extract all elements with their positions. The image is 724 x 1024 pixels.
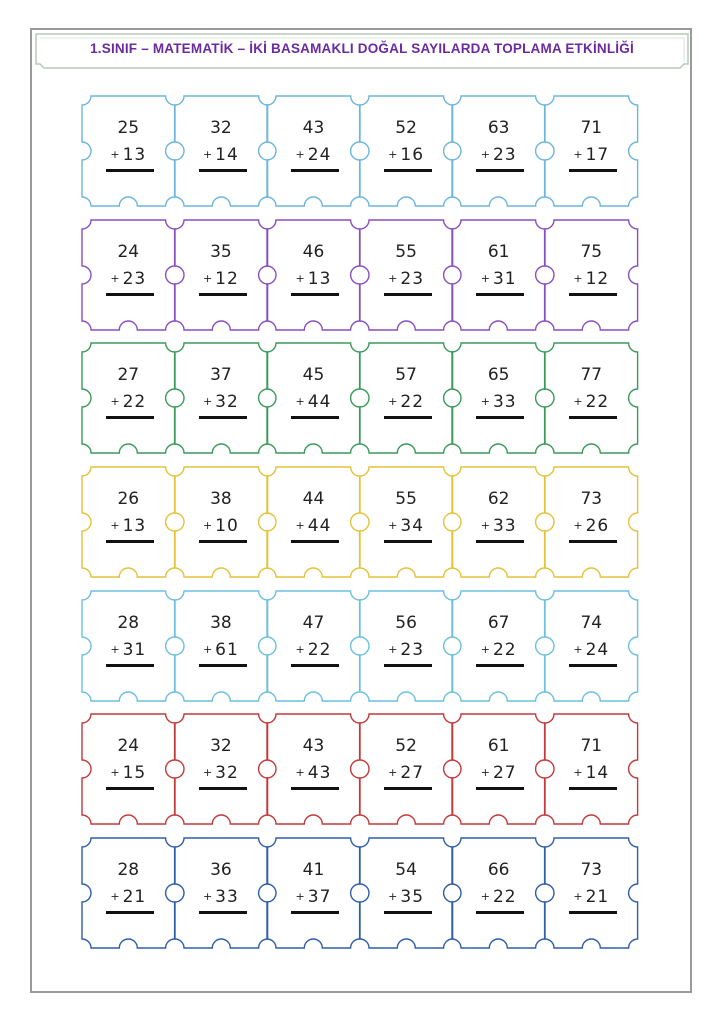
addend-top: 35: [210, 241, 232, 262]
plus-sign: +: [573, 519, 584, 533]
plus-sign: +: [110, 519, 121, 533]
plus-sign: +: [573, 766, 584, 780]
addend-bottom-value: 21: [585, 887, 610, 908]
plus-sign: +: [295, 148, 306, 161]
plus-sign: +: [388, 519, 399, 533]
addition-card: [360, 467, 453, 577]
addend-bottom: [82, 145, 175, 165]
plus-sign: +: [202, 890, 214, 904]
answer-line: [291, 293, 339, 296]
addend-bottom-value: 23: [400, 268, 425, 289]
addend-bottom: [545, 145, 638, 165]
addend-top: 43: [302, 736, 325, 757]
addend-top: 24: [117, 241, 140, 262]
addend-top: 67: [487, 612, 510, 633]
answer-line: [291, 787, 339, 790]
addend-bottom-value: 37: [307, 887, 332, 908]
plus-sign: +: [202, 642, 214, 656]
addition-card: [360, 838, 453, 948]
exercise-row: [82, 714, 638, 824]
addend-bottom-value: 33: [492, 516, 517, 537]
addend-bottom-value: 26: [585, 516, 610, 537]
addend-top: 28: [117, 612, 140, 633]
addition-card: [267, 467, 360, 577]
addend-top: 73: [580, 489, 603, 510]
answer-line: [384, 787, 432, 790]
addend-top: 66: [487, 860, 510, 881]
addition-card: [267, 838, 360, 948]
addend-bottom: [175, 763, 268, 783]
addition-card: [452, 467, 545, 577]
addend-bottom-value: 24: [585, 639, 610, 660]
addend-bottom: [267, 516, 360, 536]
plus-sign: +: [202, 766, 214, 780]
addend-bottom-value: 35: [400, 887, 425, 908]
addend-top: 63: [487, 118, 510, 138]
addend-bottom: [82, 640, 175, 660]
addend-bottom: [545, 887, 638, 907]
exercise-row: [82, 96, 638, 206]
addend-bottom-value: 33: [492, 392, 517, 413]
answer-line: [476, 416, 524, 419]
plus-sign: +: [480, 766, 491, 780]
addend-top: 36: [210, 860, 232, 881]
addend-bottom: [175, 269, 268, 289]
answer-line: [384, 664, 432, 667]
addend-top: 55: [395, 489, 417, 510]
plus-sign: +: [202, 519, 214, 533]
addend-bottom-value: 22: [307, 639, 332, 660]
answer-line: [106, 169, 154, 172]
plus-sign: +: [480, 519, 491, 533]
plus-sign: +: [573, 148, 584, 161]
addend-bottom-value: 43: [307, 763, 332, 784]
addend-top: 74: [580, 612, 603, 633]
addition-card: [82, 467, 175, 577]
addition-card: [82, 96, 175, 206]
addend-bottom-value: 22: [585, 392, 610, 413]
addend-bottom: [267, 763, 360, 783]
addend-top: 75: [580, 241, 603, 262]
addend-bottom: [452, 887, 545, 907]
addend-bottom-value: 12: [215, 268, 239, 289]
addend-bottom: [545, 640, 638, 660]
addition-card: [360, 714, 453, 824]
addition-card: [545, 714, 638, 824]
addend-top: 73: [580, 860, 603, 881]
addend-top: 26: [117, 489, 140, 510]
plus-sign: +: [573, 271, 584, 285]
addend-top: 62: [487, 489, 510, 510]
exercise-row: [82, 343, 638, 453]
addend-bottom-value: 22: [492, 887, 517, 908]
answer-line: [291, 416, 339, 419]
addend-bottom: [175, 392, 268, 412]
plus-sign: +: [295, 271, 306, 285]
plus-sign: +: [480, 395, 491, 409]
addition-card: [82, 714, 175, 824]
addend-bottom-value: 23: [492, 145, 517, 165]
plus-sign: +: [480, 148, 491, 161]
addend-bottom-value: 22: [400, 392, 425, 413]
addend-top: 61: [487, 241, 510, 262]
addend-bottom-value: 16: [400, 145, 425, 165]
addend-bottom: [175, 145, 268, 165]
plus-sign: +: [295, 395, 306, 409]
addend-bottom-value: 13: [122, 145, 147, 165]
answer-line: [106, 416, 154, 419]
addend-bottom: [545, 269, 638, 289]
addend-bottom: [360, 887, 453, 907]
addition-card: [545, 220, 638, 330]
addend-bottom-value: 14: [585, 763, 610, 784]
answer-line: [569, 787, 617, 790]
plus-sign: +: [573, 890, 584, 904]
addend-bottom-value: 10: [215, 516, 239, 537]
addend-bottom-value: 31: [122, 639, 147, 660]
addend-top: 77: [580, 365, 603, 386]
addend-bottom: [82, 887, 175, 907]
addend-top: 52: [395, 736, 417, 757]
addition-card: [175, 343, 268, 453]
addend-bottom: [452, 269, 545, 289]
plus-sign: +: [573, 395, 584, 409]
addition-card: [175, 838, 268, 948]
plus-sign: +: [110, 395, 121, 409]
plus-sign: +: [388, 766, 399, 780]
title-banner: [34, 32, 690, 70]
plus-sign: +: [388, 271, 399, 285]
plus-sign: +: [388, 890, 399, 904]
addend-bottom: [267, 145, 360, 165]
addend-bottom-value: 44: [307, 516, 332, 537]
answer-line: [384, 540, 432, 543]
addend-bottom-value: 23: [400, 639, 425, 660]
answer-line: [384, 416, 432, 419]
plus-sign: +: [480, 890, 491, 904]
addition-card: [175, 96, 268, 206]
answer-line: [199, 416, 247, 419]
answer-line: [569, 664, 617, 667]
plus-sign: +: [480, 271, 491, 285]
addend-bottom-value: 27: [400, 763, 425, 784]
plus-sign: +: [110, 890, 121, 904]
addition-card: [267, 714, 360, 824]
addend-bottom: [175, 640, 268, 660]
answer-line: [199, 540, 247, 543]
plus-sign: +: [202, 271, 214, 285]
worksheet-title: 1.SINIF – MATEMATİK – İKİ BASAMAKLI DOĞAL SAYILARDA TOPLAMA ETKİNLİĞİ: [90, 41, 634, 56]
addition-card: [267, 96, 360, 206]
addend-bottom-value: 33: [215, 887, 239, 908]
addend-bottom-value: 15: [122, 763, 147, 784]
addition-card: [82, 343, 175, 453]
answer-line: [106, 664, 154, 667]
addend-bottom: [360, 269, 453, 289]
addend-bottom-value: 21: [122, 887, 147, 908]
addend-bottom-value: 23: [122, 268, 147, 289]
addend-bottom-value: 13: [122, 516, 147, 537]
addend-top: 28: [117, 860, 140, 881]
plus-sign: +: [573, 642, 584, 656]
answer-line: [476, 169, 524, 172]
addend-top: 54: [395, 860, 417, 881]
addend-top: 46: [302, 241, 325, 262]
addend-top: 25: [117, 118, 140, 138]
addend-bottom-value: 44: [307, 392, 332, 413]
answer-line: [569, 169, 617, 172]
answer-line: [106, 911, 154, 914]
addition-card: [452, 591, 545, 701]
answer-line: [106, 787, 154, 790]
plus-sign: +: [110, 148, 121, 161]
addend-bottom: [360, 392, 453, 412]
answer-line: [199, 169, 247, 172]
plus-sign: +: [388, 395, 399, 409]
answer-line: [106, 293, 154, 296]
answer-line: [476, 540, 524, 543]
addend-top: 44: [302, 489, 325, 510]
addend-bottom-value: 14: [215, 145, 239, 165]
addition-card: [545, 343, 638, 453]
exercise-row: [82, 467, 638, 577]
addend-bottom: [545, 763, 638, 783]
addition-card: [360, 220, 453, 330]
addend-top: 41: [302, 860, 325, 881]
addend-bottom: [360, 145, 453, 165]
exercise-grid: [82, 96, 638, 962]
addition-card: [452, 714, 545, 824]
answer-line: [199, 787, 247, 790]
addition-card: [175, 467, 268, 577]
addend-bottom: [360, 516, 453, 536]
addend-top: 65: [487, 365, 510, 386]
answer-line: [106, 540, 154, 543]
addend-top: 37: [210, 365, 232, 386]
addend-bottom: [267, 392, 360, 412]
addend-top: 38: [210, 612, 232, 633]
addend-bottom-value: 27: [492, 763, 517, 784]
answer-line: [476, 293, 524, 296]
addend-top: 43: [302, 118, 325, 138]
addend-bottom: [82, 392, 175, 412]
addend-bottom-value: 24: [307, 145, 332, 165]
answer-line: [199, 664, 247, 667]
addend-bottom: [82, 269, 175, 289]
addend-bottom-value: 22: [492, 639, 517, 660]
addend-top: 47: [302, 612, 325, 633]
addend-bottom: [452, 392, 545, 412]
addend-bottom-value: 32: [215, 392, 239, 413]
addition-card: [545, 96, 638, 206]
addend-bottom: [175, 887, 268, 907]
answer-line: [199, 911, 247, 914]
answer-line: [569, 293, 617, 296]
addition-card: [452, 96, 545, 206]
plus-sign: +: [110, 271, 121, 285]
addend-top: 71: [580, 118, 603, 138]
plus-sign: +: [295, 642, 306, 656]
addend-bottom-value: 61: [215, 639, 239, 660]
addend-bottom: [360, 640, 453, 660]
addition-card: [452, 343, 545, 453]
addition-card: [82, 220, 175, 330]
addition-card: [267, 343, 360, 453]
plus-sign: +: [202, 148, 214, 161]
addition-card: [267, 220, 360, 330]
plus-sign: +: [388, 148, 399, 161]
addend-bottom: [267, 269, 360, 289]
addend-bottom-value: 31: [492, 268, 517, 289]
addend-bottom-value: 12: [585, 268, 610, 289]
addend-top: 24: [117, 736, 140, 757]
addend-bottom-value: 13: [307, 268, 332, 289]
addend-top: 45: [302, 365, 325, 386]
plus-sign: +: [295, 519, 306, 533]
answer-line: [199, 293, 247, 296]
addend-bottom-value: 17: [585, 145, 610, 165]
exercise-row: [82, 591, 638, 701]
addition-card: [452, 220, 545, 330]
addend-bottom: [545, 392, 638, 412]
exercise-row: [82, 838, 638, 948]
addend-bottom-value: 22: [122, 392, 147, 413]
plus-sign: +: [202, 395, 214, 409]
addend-bottom: [82, 516, 175, 536]
addition-card: [82, 591, 175, 701]
answer-line: [476, 911, 524, 914]
answer-line: [476, 787, 524, 790]
addend-top: 27: [117, 365, 140, 386]
answer-line: [384, 293, 432, 296]
addend-top: 32: [210, 118, 232, 138]
addend-top: 32: [210, 736, 232, 757]
addend-bottom: [452, 516, 545, 536]
plus-sign: +: [295, 766, 306, 780]
addition-card: [360, 591, 453, 701]
addition-card: [175, 220, 268, 330]
addend-bottom: [360, 763, 453, 783]
plus-sign: +: [110, 642, 121, 656]
addition-card: [360, 96, 453, 206]
answer-line: [291, 169, 339, 172]
answer-line: [476, 664, 524, 667]
addend-bottom: [82, 763, 175, 783]
answer-line: [569, 416, 617, 419]
addend-bottom: [452, 640, 545, 660]
addend-bottom: [452, 763, 545, 783]
plus-sign: +: [110, 766, 121, 780]
addition-card: [175, 714, 268, 824]
addend-top: 52: [395, 118, 417, 138]
plus-sign: +: [388, 642, 399, 656]
plus-sign: +: [480, 642, 491, 656]
addend-top: 57: [395, 365, 417, 386]
addend-bottom-value: 34: [400, 516, 425, 537]
addend-top: 55: [395, 241, 417, 262]
answer-line: [291, 911, 339, 914]
addend-bottom: [175, 516, 268, 536]
addition-card: [545, 838, 638, 948]
addend-top: 61: [487, 736, 510, 757]
addend-bottom: [267, 887, 360, 907]
answer-line: [569, 540, 617, 543]
exercise-row: [82, 220, 638, 330]
addition-card: [82, 838, 175, 948]
addend-top: 71: [580, 736, 603, 757]
addition-card: [545, 467, 638, 577]
addend-bottom-value: 32: [215, 763, 239, 784]
answer-line: [291, 664, 339, 667]
addend-bottom: [267, 640, 360, 660]
addition-card: [545, 591, 638, 701]
answer-line: [291, 540, 339, 543]
answer-line: [384, 169, 432, 172]
addend-top: 56: [395, 612, 417, 633]
answer-line: [384, 911, 432, 914]
addend-bottom: [452, 145, 545, 165]
addend-top: 38: [210, 489, 232, 510]
addition-card: [360, 343, 453, 453]
plus-sign: +: [295, 890, 306, 904]
answer-line: [569, 911, 617, 914]
addition-card: [267, 591, 360, 701]
addition-card: [175, 591, 268, 701]
addition-card: [452, 838, 545, 948]
addend-bottom: [545, 516, 638, 536]
